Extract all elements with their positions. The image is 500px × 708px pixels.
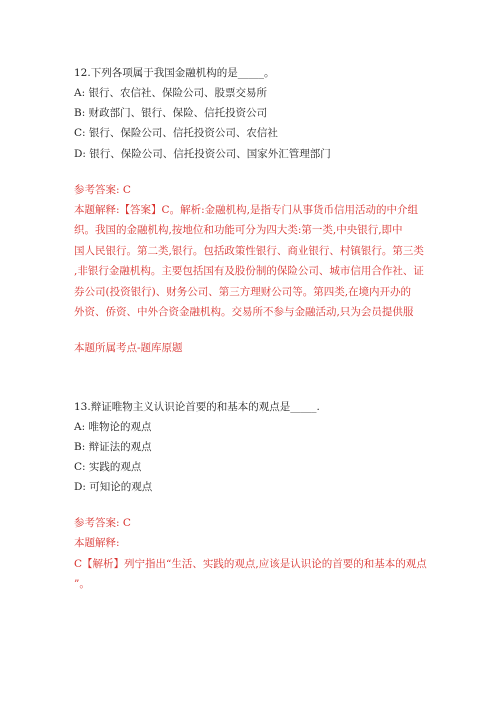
question-12-explanation-line-4: ,非银行金融机构。主要包括国有及股份制的保险公司、城市信用合作社、证 (74, 265, 424, 277)
question-12-option-b: B: 财政部门、银行、保险、信托投资公司 (74, 107, 268, 119)
question-13-option-a: A: 唯物论的观点 (74, 421, 152, 433)
question-12-explanation-line-2: 织。我国的金融机构,按地位和功能可分为四大类:第一类,中央银行,即中 (74, 224, 403, 236)
question-13-text: 13.辩证唯物主义认识论首要的和基本的观点是_____. (74, 401, 320, 413)
question-13-option-b: B: 辩证法的观点 (74, 441, 152, 453)
question-13-explanation-label: 本题解释: (74, 537, 120, 549)
question-12-option-c: C: 银行、保险公司、信托投资公司、农信社 (74, 127, 278, 139)
question-12-explanation-line-6: 外资、侨资、中外合资金融机构。交易所不参与金融活动,只为会员提供服 (74, 306, 414, 318)
question-13-option-d: D: 可知论的观点 (74, 481, 153, 493)
question-12-explanation-line-3: 国人民银行。第二类,银行。包括政策性银行、商业银行、村镇银行。第三类 (74, 245, 424, 257)
question-12-option-a: A: 银行、农信社、保险公司、股票交易所 (74, 87, 267, 99)
question-12-text: 12.下列各项属于我国金融机构的是_____。 (74, 67, 275, 79)
question-13-answer: 参考答案: C (74, 517, 131, 529)
question-12-option-d: D: 银行、保险公司、信托投资公司、国家外汇管理部门 (74, 148, 331, 160)
question-13-explanation-line-1: C【解析】列宁指出“生活、实践的观点,应该是认识论的首要的和基本的观点 (74, 558, 427, 570)
question-12-explanation-line-1: 本题解释:【答案】C。解析:金融机构,是指专门从事货币信用活动的中介组 (74, 204, 418, 216)
question-12-explanation-line-5: 券公司(投资银行)、财务公司、第三方理财公司等。第四类,在境内开办的 (74, 286, 412, 298)
question-13-option-c: C: 实践的观点 (74, 461, 142, 473)
question-12-topic: 本题所属考点-题库原题 (74, 342, 183, 354)
question-13-explanation-line-2: ”。 (74, 578, 90, 590)
question-12-answer: 参考答案: C (74, 184, 131, 196)
